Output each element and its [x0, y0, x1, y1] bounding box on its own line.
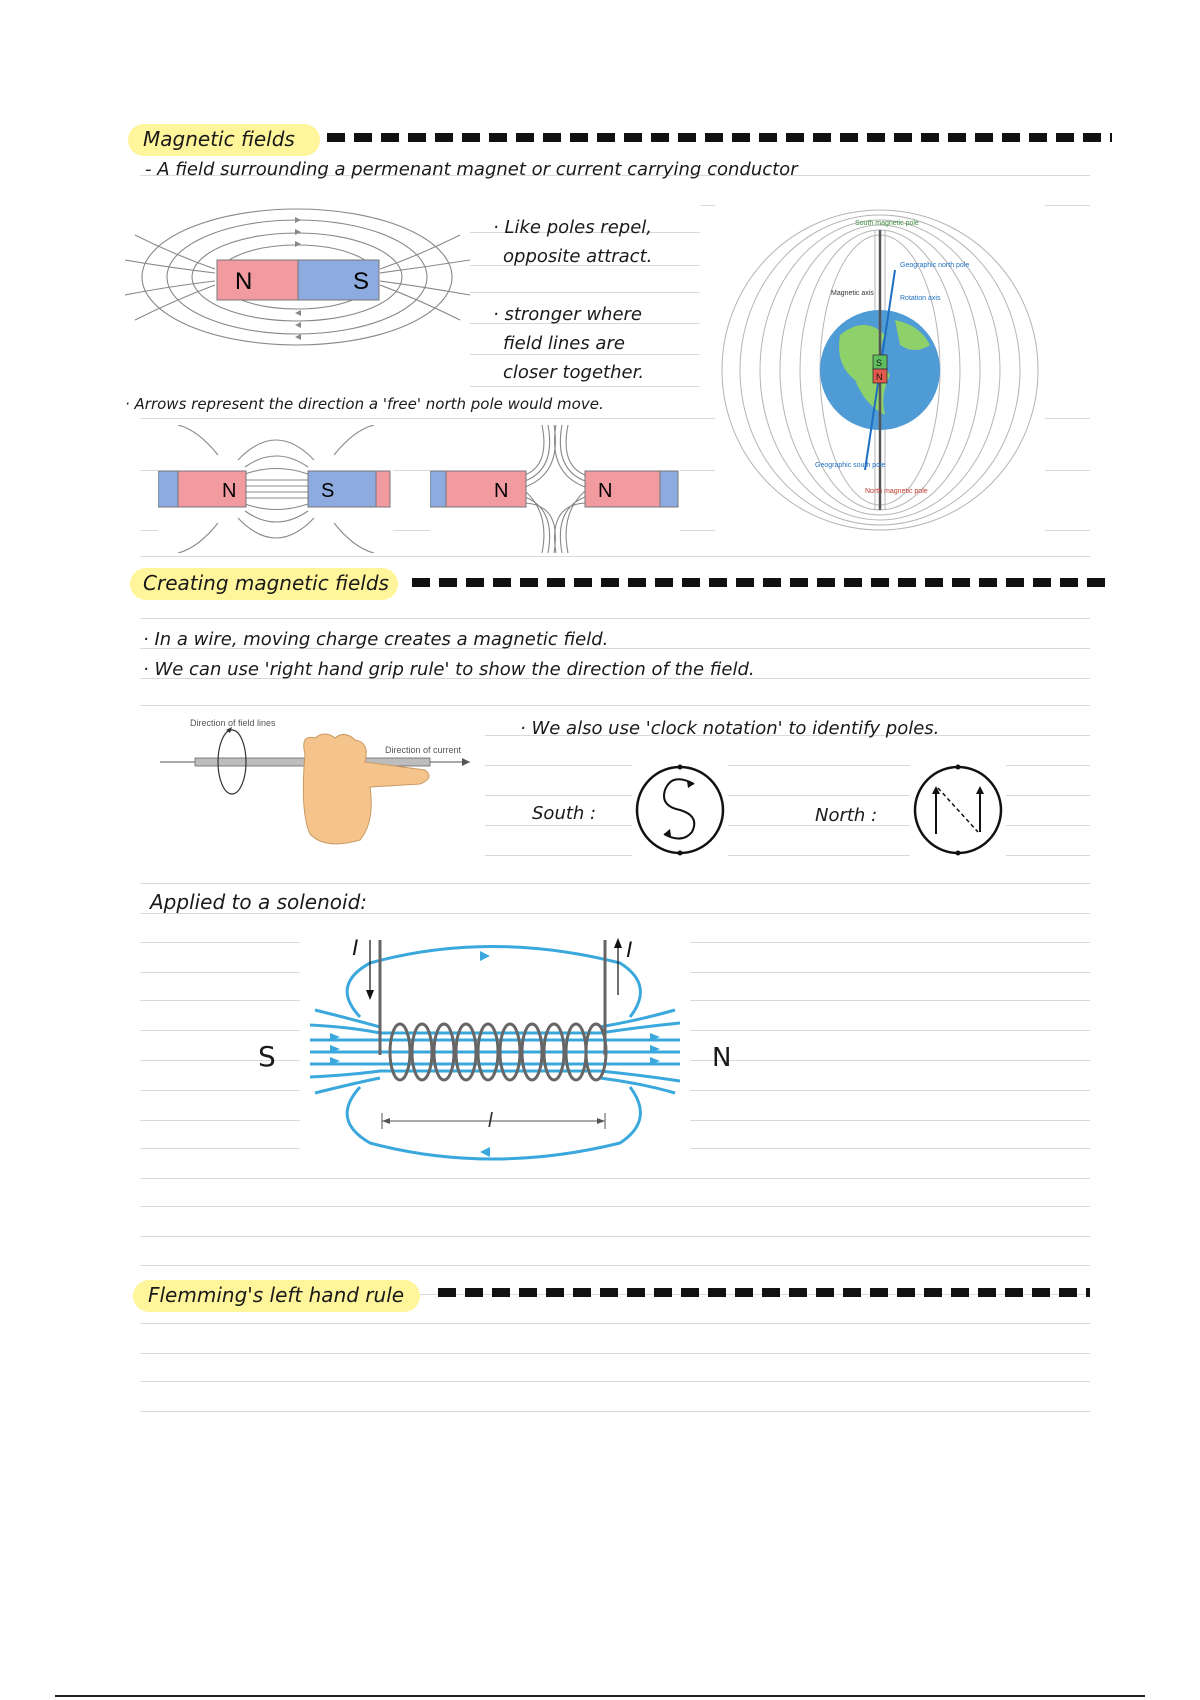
earth-core-south: S [876, 358, 883, 368]
solenoid-north-pole: N [712, 1043, 732, 1073]
field-direction-label: Direction of field lines [190, 718, 276, 728]
heading-divider [438, 1288, 1090, 1297]
arrows-note: · Arrows represent the direction a 'free' north pole would move. [125, 395, 604, 413]
north-magnetic-pole-label: North magnetic pole [865, 488, 928, 495]
south-clock-icon [632, 762, 728, 858]
solenoid-heading: Applied to a solenoid: [150, 890, 368, 914]
north-clock-icon [910, 762, 1006, 858]
moving-charge-note: · In a wire, moving charge creates a magnetic field. [143, 629, 609, 650]
note-closer: closer together. [503, 362, 645, 383]
north-clock-label: North : [815, 805, 878, 826]
section-heading-creating-magnetic-fields: Creating magnetic fields [143, 571, 389, 595]
page-bottom-rule [55, 1695, 1145, 1697]
section-heading-magnetic-fields: Magnetic fields [143, 127, 295, 151]
length-symbol: l [488, 1110, 493, 1132]
geographic-north-pole-label: Geographic north pole [900, 262, 970, 269]
current-symbol-right: I [626, 937, 633, 962]
solenoid-field-diagram [300, 935, 690, 1175]
repel-left-north-label: N [494, 480, 509, 502]
repelling-magnets-diagram [430, 425, 680, 553]
magnetic-axis-label: Magnetic axis [831, 290, 874, 297]
clock-notation-note: · We also use 'clock notation' to identify poles. [520, 718, 940, 739]
geographic-south-pole-label: Geographic south pole [815, 462, 886, 469]
current-direction-label: Direction of current [385, 745, 462, 755]
south-clock-label: South : [532, 803, 597, 824]
earth-core-north: N [876, 372, 883, 382]
grip-rule-note: · We can use 'right hand grip rule' to show the direction of the field. [143, 659, 755, 680]
bar-magnet-field-diagram [125, 205, 470, 350]
right-hand-grip-diagram [160, 712, 480, 852]
field-definition: - A field surrounding a permenant magnet or current carrying conductor [145, 159, 798, 180]
earth-magnetic-field-diagram [715, 205, 1045, 535]
repel-right-north-label: N [598, 480, 613, 502]
note-stronger: · stronger where [493, 304, 643, 325]
attract-north-label: N [222, 480, 237, 502]
magnet-north-label: N [235, 268, 253, 295]
attract-south-label: S [321, 480, 335, 502]
south-magnetic-pole-label: South magnetic pole [855, 220, 919, 227]
note-field-lines: field lines are [503, 333, 625, 354]
rotation-axis-label: Rotation axis [900, 295, 941, 302]
magnet-south-label: S [353, 268, 370, 295]
current-symbol-left: I [352, 935, 359, 960]
note-like-poles: · Like poles repel, [493, 217, 653, 238]
solenoid-south-pole: S [258, 1040, 276, 1073]
attracting-magnets-diagram [158, 425, 393, 553]
heading-divider [327, 133, 1112, 142]
section-heading-flemings-left-hand-rule: Flemming's left hand rule [148, 1283, 405, 1307]
heading-divider [412, 578, 1112, 587]
note-opposite-attract: opposite attract. [503, 246, 653, 267]
